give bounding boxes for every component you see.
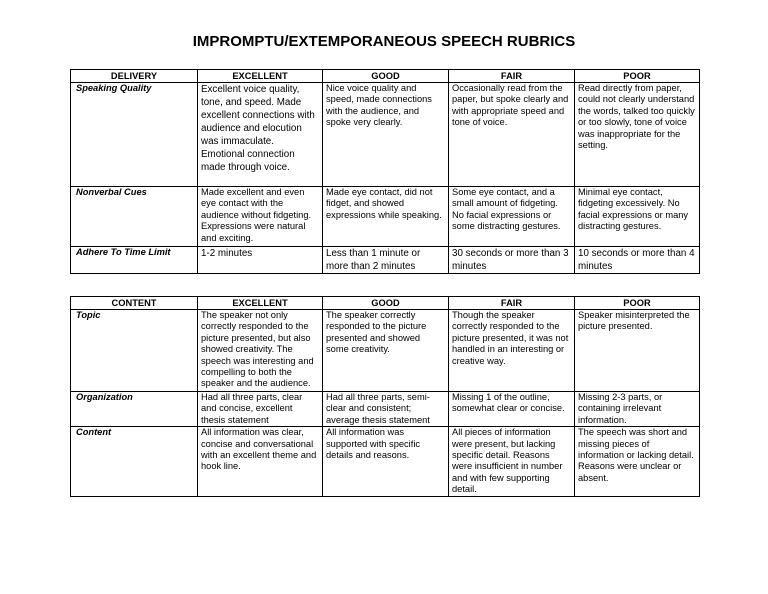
- header-category: DELIVERY: [71, 70, 198, 83]
- criterion-label: Nonverbal Cues: [71, 187, 198, 247]
- cell-good: Less than 1 minute or more than 2 minutes: [323, 247, 449, 274]
- cell-excellent: 1-2 minutes: [198, 247, 323, 274]
- header-excellent: EXCELLENT: [198, 297, 323, 310]
- table-row: [71, 310, 700, 392]
- cell-poor: Speaker misinterpreted the picture presented.: [575, 310, 700, 392]
- table-row: [71, 427, 700, 497]
- cell-excellent: The speaker not only correctly responded to the picture presented, but also showed creativity. The speech was interesting and compelling to both the speaker and the audience.: [198, 310, 323, 392]
- cell-fair: 30 seconds or more than 3 minutes: [449, 247, 575, 274]
- cell-good: All information was supported with specific details and reasons.: [323, 427, 449, 497]
- criterion-label: Adhere To Time Limit: [71, 247, 198, 274]
- cell-fair: Missing 1 of the outline, somewhat clear or concise.: [449, 392, 575, 427]
- criterion-label: Topic: [71, 310, 198, 392]
- cell-excellent: Excellent voice quality, tone, and speed. Made excellent connections with audience and elocution was immaculate. Emotional connection made through voice.: [198, 83, 323, 187]
- cell-fair: Though the speaker correctly responded to the picture presented, it was not handled in an interesting or creative way.: [449, 310, 575, 392]
- table-row: [71, 83, 700, 187]
- header-fair: FAIR: [449, 70, 575, 83]
- criterion-label: Content: [71, 427, 198, 497]
- header-excellent: EXCELLENT: [198, 70, 323, 83]
- cell-excellent: Made excellent and even eye contact with the audience without fidgeting. Expressions were natural and exciting.: [198, 187, 323, 247]
- cell-excellent: All information was clear, concise and conversational with an excellent theme and hook line.: [198, 427, 323, 497]
- table-header-row: [71, 70, 700, 83]
- cell-good: Made eye contact, did not fidget, and showed expressions while speaking.: [323, 187, 449, 247]
- header-poor: POOR: [575, 297, 700, 310]
- cell-poor: 10 seconds or more than 4 minutes: [575, 247, 700, 274]
- header-fair: FAIR: [449, 297, 575, 310]
- cell-fair: All pieces of information were present, but lacking specific detail. Reasons were insufficient in number and with few supporting detail.: [449, 427, 575, 497]
- header-poor: POOR: [575, 70, 700, 83]
- table-row: [71, 187, 700, 247]
- cell-excellent: Had all three parts, clear and concise, excellent thesis statement: [198, 392, 323, 427]
- cell-poor: Minimal eye contact, fidgeting excessively. No facial expressions or many distracting gestures.: [575, 187, 700, 247]
- header-good: GOOD: [323, 70, 449, 83]
- table-header-row: [71, 297, 700, 310]
- cell-poor: The speech was short and missing pieces of information or lacking detail. Reasons were unclear or absent.: [575, 427, 700, 497]
- cell-good: Nice voice quality and speed, made connections with the audience, and spoke very clearly.: [323, 83, 449, 187]
- document-title: IMPROMPTU/EXTEMPORANEOUS SPEECH RUBRICS: [192, 33, 576, 50]
- cell-good: Had all three parts, semi-clear and consistent; average thesis statement: [323, 392, 449, 427]
- table-row: [71, 247, 700, 274]
- table-row: [71, 392, 700, 427]
- header-category: CONTENT: [71, 297, 198, 310]
- criterion-label: Organization: [71, 392, 198, 427]
- criterion-label: Speaking Quality: [71, 83, 198, 187]
- cell-fair: Some eye contact, and a small amount of fidgeting. No facial expressions or some distracting gestures.: [449, 187, 575, 247]
- delivery-rubric-table: [70, 69, 700, 274]
- content-rubric-table: [70, 296, 700, 497]
- cell-poor: Read directly from paper, could not clearly understand the words, talked too quickly or too slowly, tone of voice was inappropriate for the setting.: [575, 83, 700, 187]
- header-good: GOOD: [323, 297, 449, 310]
- cell-good: The speaker correctly responded to the picture presented and showed some creativity.: [323, 310, 449, 392]
- cell-fair: Occasionally read from the paper, but spoke clearly and with appropriate speed and tone of voice.: [449, 83, 575, 187]
- cell-poor: Missing 2-3 parts, or containing irrelevant information.: [575, 392, 700, 427]
